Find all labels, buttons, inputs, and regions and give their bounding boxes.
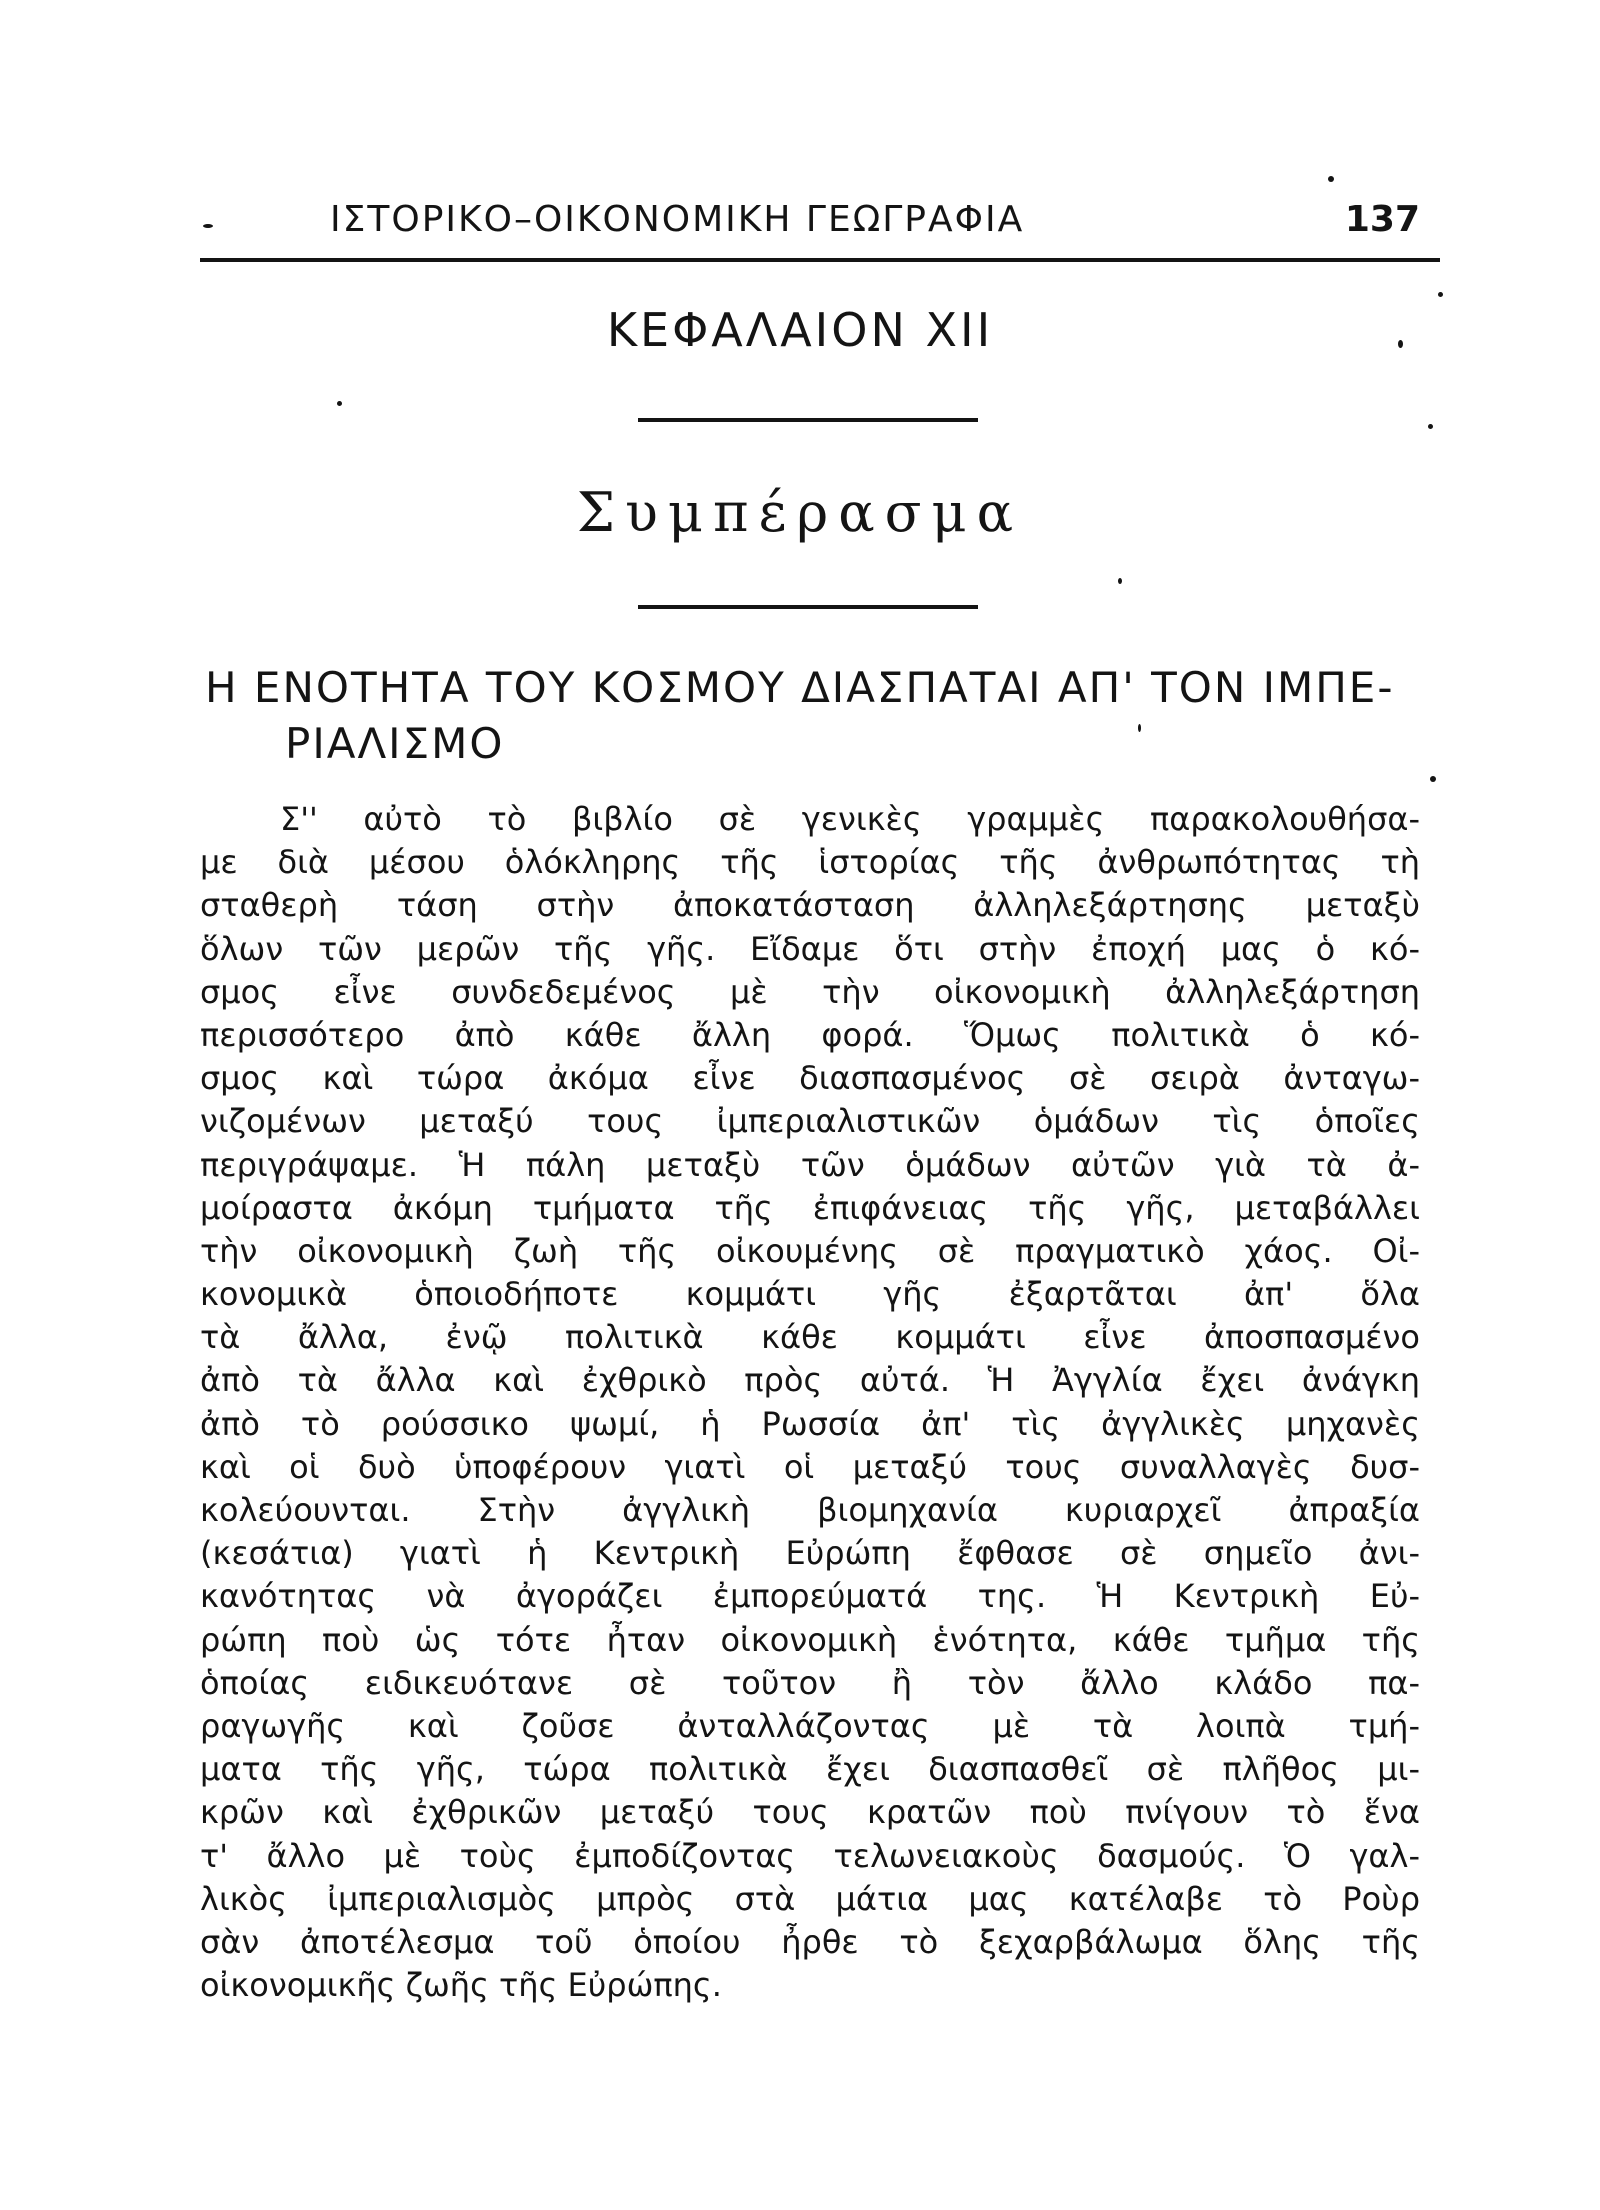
body-line: νιζομένων μεταξύ τους ἰμπεριαλιστικῶν ὁμάδων τὶς ὁποῖες xyxy=(200,1102,1420,1141)
body-line: ματα τῆς γῆς, τώρα πολιτικὰ ἔχει διασπασθεῖ σὲ πλῆθος μι- xyxy=(200,1750,1420,1789)
body-line: κολεύουνται. Στὴν ἀγγλικὴ βιομηχανία κυριαρχεῖ ἀπραξία xyxy=(200,1491,1420,1529)
body-line: σὰν ἀποτέλεσμα τοῦ ὁποίου ἦρθε τὸ ξεχαρβάλωμα ὅλης τῆς xyxy=(200,1922,1420,1961)
body-line: κονομικὰ ὁποιοδήποτε κομμάτι γῆς ἐξαρτᾶται ἀπ' ὅλα xyxy=(200,1275,1420,1314)
scan-speck xyxy=(337,401,342,406)
body-line: Σ'' αὐτὸ τὸ βιβλίο σὲ γενικὲς γραμμὲς παρακολουθήσα- xyxy=(280,800,1420,838)
chapter-rule-top xyxy=(638,418,978,422)
header-rule xyxy=(200,258,1440,262)
body-line: με διὰ μέσου ὁλόκληρης τῆς ἱστορίας τῆς ἀνθρωπότητας τὴ xyxy=(200,843,1420,882)
body-line: κανότητας νὰ ἀγοράζει ἐμπορεύματά της. Ἡ Κεντρικὴ Εὐ- xyxy=(200,1577,1420,1616)
body-line: (κεσάτια) γιατὶ ἡ Κεντρικὴ Εὐρώπη ἔφθασε σὲ σημεῖο ἀνι- xyxy=(200,1534,1420,1573)
body-line: σμος εἶνε συνδεδεμένος μὲ τὴν οἰκονομικὴ ἀλληλεξάρτηση xyxy=(200,972,1420,1011)
body-line: καὶ οἱ δυὸ ὑποφέρουν γιατὶ οἱ μεταξύ τους συναλλαγὲς δυσ- xyxy=(200,1447,1420,1486)
scan-speck xyxy=(1428,424,1433,429)
scan-speck xyxy=(1138,724,1141,732)
running-header xyxy=(190,195,1450,255)
body-line: ἀπὸ τὰ ἄλλα καὶ ἐχθρικὸ πρὸς αὐτά. Ἡ Ἀγγλία ἔχει ἀνάγκη xyxy=(200,1361,1420,1400)
body-line: λικὸς ἰμπεριαλισμὸς μπρὸς στὰ μάτια μας κατέλαβε τὸ Ροὺρ xyxy=(200,1879,1420,1918)
body-line: μοίραστα ἀκόμη τμήματα τῆς ἐπιφάνειας τῆς γῆς, μεταβάλλει xyxy=(200,1188,1420,1227)
section-heading-line: Η ΕΝΟΤΗΤΑ ΤΟΥ ΚΟΣΜΟΥ ΔΙΑΣΠΑΤΑΙ ΑΠ' ΤΟΝ ΙΜΠΕ- xyxy=(205,663,1395,712)
body-line: ρώπη ποὺ ὡς τότε ἦταν οἰκονομικὴ ἑνότητα, κάθε τμῆμα τῆς xyxy=(200,1620,1420,1659)
chapter-rule-bottom xyxy=(638,605,978,609)
body-line: τὴν οἰκονομικὴ ζωὴ τῆς οἰκουμένης σὲ πραγματικὸ χάος. Οἰ- xyxy=(200,1231,1420,1270)
scan-speck xyxy=(1118,578,1122,584)
body-line: περισσότερο ἀπὸ κάθε ἄλλη φορά. Ὅμως πολιτικὰ ὁ κό- xyxy=(200,1015,1420,1054)
body-line: τ' ἄλλο μὲ τοὺς ἐμποδίζοντας τελωνειακοὺς δασμούς. Ὁ γαλ- xyxy=(200,1836,1420,1875)
body-line: σμος καὶ τώρα ἀκόμα εἶνε διασπασμένος σὲ σειρὰ ἀνταγω- xyxy=(200,1059,1420,1098)
body-line: ραγωγῆς καὶ ζοῦσε ἀνταλλάζοντας μὲ τὰ λοιπὰ τμή- xyxy=(200,1706,1420,1745)
body-line: κρῶν καὶ ἐχθρικῶν μεταξύ τους κρατῶν ποὺ πνίγουν τὸ ἕνα xyxy=(200,1793,1420,1832)
body-line: ἀπὸ τὸ ρούσσικο ψωμί, ἡ Ρωσσία ἀπ' τὶς ἀγγλικὲς μηχανὲς xyxy=(200,1404,1420,1443)
scan-speck xyxy=(1328,176,1334,182)
page-number: 137 xyxy=(1344,199,1420,240)
section-heading-line: ΡΙΑΛΙΣΜΟ xyxy=(285,719,505,768)
body-line: ὁποίας ειδικευότανε σὲ τοῦτον ἢ τὸν ἄλλο κλάδο πα- xyxy=(200,1663,1420,1702)
body-line: τὰ ἄλλα, ἐνῷ πολιτικὰ κάθε κομμάτι εἶνε ἀποσπασμένο xyxy=(200,1318,1420,1357)
body-line: ὅλων τῶν μερῶν τῆς γῆς. Εἴδαμε ὅτι στὴν ἐποχή μας ὁ κό- xyxy=(200,929,1420,968)
scan-speck xyxy=(203,224,213,228)
body-text xyxy=(200,798,1420,2007)
chapter-title: Συμπέρασμα xyxy=(576,481,1024,544)
running-title: ΙΣΤΟΡΙΚΟ–ΟΙΚΟΝΟΜΙΚΗ ΓΕΩΓΡΑΦΙΑ xyxy=(330,199,1025,240)
body-line: οἰκονομικῆς ζωῆς τῆς Εὐρώπης. xyxy=(200,1966,722,2005)
scan-speck xyxy=(1438,292,1443,297)
section-heading xyxy=(205,660,1435,772)
chapter-label: ΚΕΦΑΛΑΙΟΝ XII xyxy=(606,303,994,357)
body-line: σταθερὴ τάση στὴν ἀποκατάσταση ἀλληλεξάρτησης μεταξὺ xyxy=(200,886,1420,925)
scan-speck xyxy=(1398,340,1403,348)
body-line: περιγράψαμε. Ἡ πάλη μεταξὺ τῶν ὁμάδων αὐτῶν γιὰ τὰ ἀ- xyxy=(200,1145,1420,1184)
scan-speck xyxy=(1430,776,1436,782)
